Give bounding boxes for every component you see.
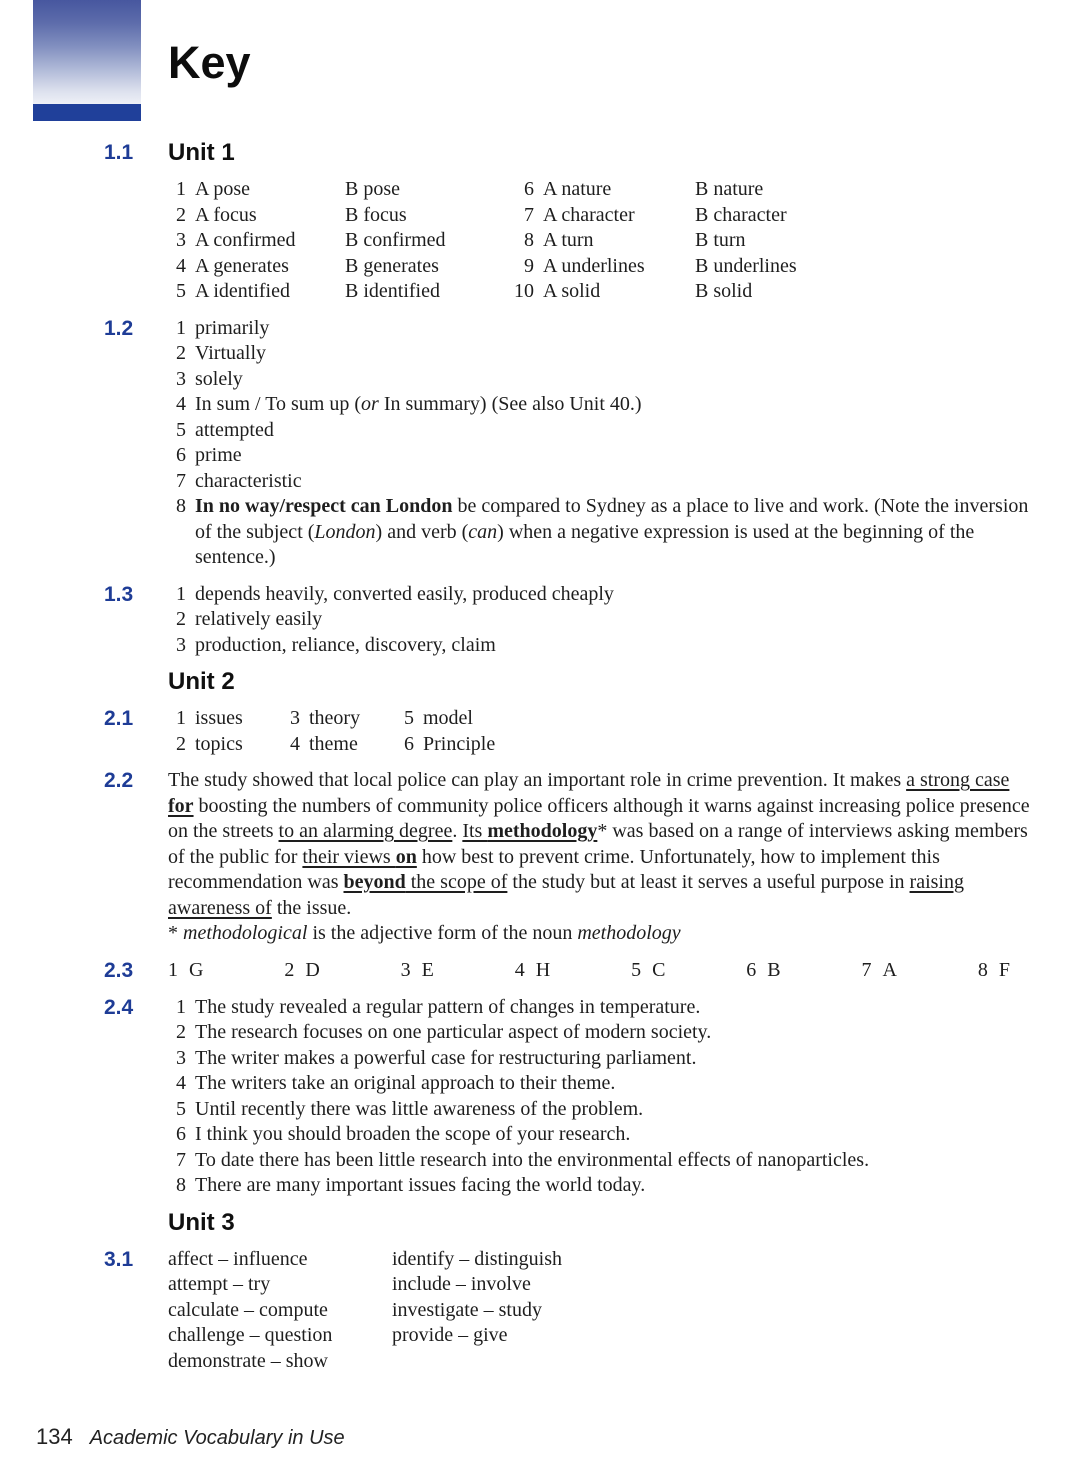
- text-segment: for: [168, 794, 194, 817]
- text-segment: the issue.: [271, 896, 352, 919]
- answer-item: [168, 316, 1036, 342]
- section-content: [168, 1210, 1080, 1236]
- item-number: 3: [176, 229, 186, 251]
- item-number: 5: [176, 280, 186, 302]
- item-number: 2: [176, 608, 186, 630]
- text-segment: The study revealed a regular pattern of changes in temperature.: [195, 995, 701, 1018]
- text-segment: In no way/respect can London: [195, 495, 453, 517]
- page-footer: [36, 1424, 345, 1452]
- item-number: 1: [168, 958, 178, 981]
- text-segment: primarily: [195, 316, 270, 339]
- item-number: 3: [400, 958, 411, 981]
- text-segment: I think you should broaden the scope of your research.: [195, 1123, 631, 1145]
- answer-cell: A focus: [195, 203, 257, 226]
- text-segment: a strong case: [906, 769, 1010, 791]
- answer-cell: B nature: [695, 178, 764, 200]
- item-number: 3: [290, 707, 300, 729]
- text-segment: The study showed that local police can play an important role in crime prevention. It makes: [168, 769, 907, 791]
- answer-cell: A underlines: [543, 254, 645, 277]
- item-number: 5: [176, 418, 186, 441]
- item-number: 10: [514, 280, 534, 302]
- answer-item: [168, 582, 1036, 608]
- item-number: 9: [524, 254, 534, 277]
- text-segment: on: [395, 845, 417, 868]
- text-segment: methodological: [183, 922, 308, 944]
- answer-text: [186, 316, 1036, 342]
- answer-text: [186, 995, 1036, 1021]
- synonym-pair: identify – distinguish: [392, 1247, 562, 1270]
- answer-cell: A nature: [543, 178, 612, 200]
- answer-cell: A identified: [195, 280, 290, 302]
- item-number: 5: [631, 958, 642, 981]
- synonym-pair: demonstrate – show: [168, 1349, 328, 1372]
- section-label: 2.3: [104, 958, 134, 982]
- text-segment: ) when a negative expression is used at the beginning of the sentence.): [195, 520, 975, 568]
- text-segment: their views: [302, 845, 396, 868]
- answer-cell: B turn: [695, 229, 746, 251]
- answer-pair: [168, 958, 203, 984]
- section-label: 2.1: [104, 707, 134, 730]
- text-segment: boosting the numbers of community police officers although it warns against increasing police presence on the streets: [168, 794, 1030, 842]
- item-number: 7: [176, 1148, 186, 1171]
- item-number: 8: [176, 1174, 186, 1196]
- answer-item: [168, 1020, 1036, 1046]
- answer-grid: [168, 177, 1036, 305]
- item-number: 6: [746, 958, 757, 981]
- answer-letter: G: [189, 958, 204, 981]
- answer-text: [186, 341, 1036, 367]
- answer-pair: [515, 958, 550, 984]
- item-number: 6: [524, 178, 534, 200]
- section-label: [104, 669, 168, 695]
- answer-item: [168, 443, 1036, 469]
- page-number: 134: [36, 1424, 73, 1449]
- text-segment: beyond: [343, 871, 406, 893]
- item-number: 8: [524, 229, 534, 251]
- text-segment: methodology: [577, 922, 681, 944]
- item-number: 4: [176, 1072, 186, 1094]
- text-segment: There are many important issues facing the world today.: [195, 1174, 646, 1196]
- section-content: [168, 768, 1080, 947]
- synonym-pair: provide – give: [392, 1324, 508, 1346]
- item-number: 5: [176, 1097, 186, 1120]
- answer-item: [168, 494, 1036, 571]
- answer-grid: [168, 706, 1036, 757]
- text-segment: Virtually: [195, 342, 267, 364]
- answer-item: [168, 418, 1036, 444]
- answer-text: [186, 392, 1036, 418]
- answer-key-sections: [0, 140, 1080, 1385]
- text-segment: methodology: [487, 820, 598, 842]
- synonym-columns: [168, 1247, 1036, 1375]
- answer-item: [168, 633, 1036, 659]
- answer-item: [168, 1122, 1036, 1148]
- item-number: 5: [404, 707, 414, 729]
- item-number: 7: [176, 469, 186, 492]
- text-segment: solely: [195, 367, 243, 390]
- item-number: 6: [404, 732, 414, 755]
- answer-item: [168, 392, 1036, 418]
- section-content: [168, 995, 1080, 1199]
- answer-cell: B focus: [345, 203, 407, 226]
- answer-text: [186, 494, 1036, 571]
- section-content: [168, 669, 1080, 695]
- item-number: 4: [514, 958, 525, 981]
- answer-letter: E: [421, 958, 434, 981]
- answer-cell: B pose: [345, 178, 400, 200]
- item-number: 7: [524, 203, 534, 226]
- section-1.3: [0, 582, 1080, 659]
- answer-text: [186, 633, 1036, 659]
- answer-text: [186, 1148, 1036, 1174]
- synonym-pair: calculate – compute: [168, 1298, 328, 1321]
- item-number: 1: [176, 316, 186, 339]
- answer-pair: [746, 958, 780, 984]
- answer-cell: A pose: [195, 178, 250, 200]
- matching-answers: [168, 958, 1010, 984]
- text-segment: prime: [195, 444, 242, 466]
- answer-pair: [978, 958, 1010, 984]
- answer-item: [168, 1046, 1036, 1072]
- section-label: [104, 177, 168, 305]
- synonym-column: [168, 1247, 392, 1375]
- section-2.4: [0, 995, 1080, 1199]
- text-segment: To date there has been little research into the environmental effects of nanoparticles.: [195, 1148, 870, 1171]
- section-1: [0, 177, 1080, 305]
- text-segment: attempted: [195, 418, 274, 441]
- answer-item: [168, 469, 1036, 495]
- answer-cell: A turn: [543, 229, 594, 251]
- section-label: 1.1: [104, 141, 134, 164]
- text-segment: * was based on a range of interviews asking members of the public for: [168, 820, 1028, 868]
- item-number: 1: [176, 995, 186, 1018]
- text-segment: the study but at least it serves a useful purpose in: [507, 871, 910, 893]
- answer-text: Principle: [423, 732, 496, 755]
- text-segment: characteristic: [195, 469, 302, 492]
- item-number: 4: [290, 732, 300, 755]
- item-number: 4: [176, 393, 186, 415]
- answer-item: [168, 995, 1036, 1021]
- text-segment: can: [468, 520, 498, 543]
- answer-cell: B generates: [345, 254, 439, 277]
- answer-text: [186, 1097, 1036, 1123]
- answer-cell: B underlines: [695, 254, 797, 277]
- answer-letter: C: [652, 958, 666, 981]
- answer-item: [168, 1071, 1036, 1097]
- text-segment: to an alarming degree: [278, 820, 453, 842]
- section-content: [168, 958, 1080, 984]
- answer-text: [186, 1122, 1036, 1148]
- section-2.2: [0, 768, 1080, 947]
- chapter-tab-bar: [33, 104, 141, 121]
- item-number: 6: [176, 1123, 186, 1145]
- item-number: 1: [176, 707, 186, 729]
- answer-letter: H: [535, 958, 551, 981]
- text-segment: the scope of: [405, 871, 508, 893]
- answer-text: [186, 1046, 1036, 1072]
- text-segment: how best to prevent crime. Unfortunately, how to implement this recommendation was: [168, 845, 940, 893]
- answer-item: [168, 367, 1036, 393]
- section-label: 3.1: [104, 1247, 134, 1271]
- section-3.1: [0, 1247, 1080, 1375]
- page-title: Key: [168, 37, 251, 88]
- answer-cell: A confirmed: [195, 229, 296, 251]
- answer-text: [186, 607, 1036, 633]
- text-segment: In summary) (See also Unit 40.): [378, 393, 642, 415]
- item-number: 4: [176, 254, 186, 277]
- text-segment: raising awareness of: [168, 871, 964, 919]
- text-segment: Until recently there was little awareness of the problem.: [195, 1097, 644, 1120]
- answer-pair: [401, 958, 434, 984]
- section-unit-2: [0, 669, 1080, 695]
- answer-text: topics: [195, 732, 243, 755]
- section-1.1: [0, 140, 1080, 166]
- section-content: [168, 706, 1080, 757]
- answer-letter: A: [882, 958, 897, 981]
- answer-letter: B: [767, 958, 781, 981]
- answer-text: [186, 1020, 1036, 1046]
- text-segment: The writers take an original approach to their theme.: [195, 1072, 616, 1094]
- text-segment: The writer makes a powerful case for restructuring parliament.: [195, 1046, 697, 1069]
- text-segment: or: [361, 393, 379, 415]
- unit-heading: Unit 2: [168, 668, 235, 695]
- text-segment: ) and verb (: [375, 520, 469, 543]
- item-number: 3: [176, 633, 186, 656]
- item-number: 6: [176, 444, 186, 466]
- answer-cell: A solid: [543, 280, 601, 302]
- answer-text: [186, 418, 1036, 444]
- synonym-pair: investigate – study: [392, 1298, 542, 1321]
- section-content: [168, 177, 1080, 305]
- book-title: Academic Vocabulary in Use: [89, 1427, 345, 1449]
- section-unit-3: [0, 1210, 1080, 1236]
- section-2.1: [0, 706, 1080, 757]
- answer-pair: [284, 958, 319, 984]
- synonym-column: [392, 1247, 1036, 1375]
- item-number: 1: [176, 178, 186, 200]
- synonym-pair: challenge – question: [168, 1324, 333, 1346]
- section-label: [104, 1210, 168, 1236]
- answer-letter: F: [998, 958, 1010, 981]
- text-segment: be compared to Sydney as a place to live and work. (Note the inversion of the subject (: [195, 495, 1029, 543]
- item-number: 2: [176, 203, 186, 226]
- item-number: 2: [176, 732, 186, 755]
- text-segment: In sum / To sum up (: [195, 393, 362, 415]
- answer-text: issues: [195, 707, 243, 729]
- section-content: [168, 316, 1080, 571]
- answer-text: [186, 1071, 1036, 1097]
- text-segment: The research focuses on one particular aspect of modern society.: [195, 1021, 712, 1043]
- synonym-pair: include – involve: [392, 1273, 531, 1295]
- section-1.2: [0, 316, 1080, 571]
- section-content: [168, 140, 1080, 166]
- section-content: [168, 1247, 1080, 1375]
- answer-cell: B confirmed: [345, 229, 446, 251]
- item-number: 8: [176, 495, 186, 517]
- item-number: 3: [176, 367, 186, 390]
- text-segment: *: [168, 922, 183, 944]
- answer-text: [186, 367, 1036, 393]
- item-number: 8: [977, 958, 988, 981]
- text-segment: Its: [462, 820, 488, 842]
- answer-text: model: [423, 707, 473, 729]
- answer-cell: A generates: [195, 254, 289, 277]
- unit-heading: Unit 3: [168, 1208, 235, 1236]
- answer-text: [186, 1173, 1036, 1199]
- answer-item: [168, 1173, 1036, 1199]
- answer-item: [168, 1148, 1036, 1174]
- text-segment: depends heavily, converted easily, produced cheaply: [195, 582, 614, 605]
- answer-text: theory: [309, 707, 361, 729]
- section-label: 1.2: [104, 316, 134, 340]
- section-2.3: [0, 958, 1080, 984]
- answer-text: [186, 443, 1036, 469]
- paragraph-line: [168, 921, 1036, 947]
- answer-cell: B solid: [695, 280, 753, 302]
- answer-item: [168, 1097, 1036, 1123]
- synonym-pair: attempt – try: [168, 1273, 271, 1295]
- answer-pair: [631, 958, 665, 984]
- answer-item: [168, 341, 1036, 367]
- answer-pair: [862, 958, 897, 984]
- text-segment: London: [314, 520, 376, 543]
- section-label: 2.4: [104, 995, 134, 1019]
- item-number: 2: [284, 958, 295, 981]
- text-segment: relatively easily: [195, 608, 323, 630]
- synonym-pair: affect – influence: [168, 1247, 308, 1270]
- answer-cell: B identified: [345, 280, 440, 302]
- section-content: [168, 582, 1080, 659]
- section-label: 1.3: [104, 582, 134, 606]
- answer-item: [168, 607, 1036, 633]
- answer-letter: D: [305, 958, 320, 981]
- text-segment: is the adjective form of the noun: [307, 922, 578, 944]
- answer-text: [186, 469, 1036, 495]
- item-number: 2: [176, 1021, 186, 1043]
- text-segment: production, reliance, discovery, claim: [195, 633, 496, 656]
- answer-cell: B character: [695, 203, 787, 226]
- chapter-tab-graphic: [33, 0, 141, 104]
- answer-text: [186, 582, 1036, 608]
- text-segment: .: [452, 820, 463, 842]
- section-label: 2.2: [104, 769, 134, 792]
- item-number: 3: [176, 1046, 186, 1069]
- unit-heading: Unit 1: [168, 139, 235, 166]
- item-number: 7: [861, 958, 872, 981]
- item-number: 2: [176, 342, 186, 364]
- paragraph-line: [168, 768, 1036, 921]
- answer-cell: A character: [543, 203, 635, 226]
- answer-text: theme: [309, 732, 358, 755]
- item-number: 1: [176, 582, 186, 605]
